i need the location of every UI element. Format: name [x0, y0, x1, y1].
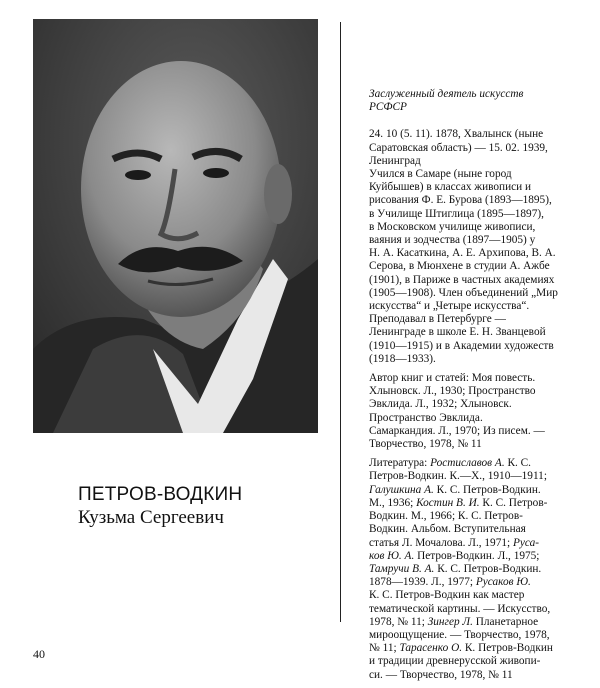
bio-line: (1910—1915) и в Академии художеств — [369, 339, 554, 352]
bio-line: (1918—1933). — [369, 352, 436, 365]
portrait-photo — [33, 19, 318, 433]
literature-line — [369, 616, 581, 629]
literature-text: си. — Творчество, 1978, № 11 — [369, 668, 513, 681]
page-number: 40 — [33, 647, 45, 661]
bio-line: искусства“ и „Четыре искусства“. — [369, 300, 530, 313]
literature-line — [369, 589, 581, 602]
literature-author: Русаков Ю. — [475, 576, 531, 589]
bio-line: Преподавал в Петербурге — — [369, 313, 506, 326]
literature-text: Литература: — [369, 457, 431, 470]
literature-text: статья Л. Мочалова. Л., 1971; — [369, 536, 513, 549]
literature-text: К. Петров-Водкин — [462, 642, 553, 655]
literature-author: Ростиславов А. — [430, 457, 505, 470]
literature-line — [369, 550, 581, 563]
literature-line — [369, 563, 581, 576]
literature-text: 1878—1939. Л., 1977; — [369, 576, 476, 589]
bio-line: Серова, в Мюнхене в студии А. Ажбе — [369, 260, 550, 273]
literature-line — [369, 457, 581, 470]
literature-author: ков Ю. А. — [369, 549, 415, 562]
bio-line: Куйбышев) в классах живописи и — [369, 181, 532, 194]
literature-line — [369, 470, 581, 483]
works-paragraph — [369, 372, 581, 451]
literature-line — [369, 523, 581, 536]
literature-text: К. С. Петров-Водкин как мастер — [369, 589, 525, 602]
literature-text: К. С. Петров-Водкин. — [434, 562, 542, 575]
literature-text: К. С. Петров- — [479, 496, 548, 509]
artist-surname: ПЕТРОВ-ВОДКИН — [78, 484, 243, 505]
literature-text: Водкин. Альбом. Вступительная — [369, 523, 526, 536]
literature-author: Костин В. И. — [416, 496, 480, 509]
literature-line — [369, 655, 581, 668]
bio-line: Саратовская область) — 15. 02. 1939, — [369, 141, 548, 154]
bio-line: рисования Ф. Е. Бурова (1893—1895), — [369, 194, 552, 207]
works-line: Хлыновск. Л., 1930; Пространство — [369, 385, 536, 398]
bio-line: Ленинграде в школе Е. Н. Званцевой — [369, 326, 546, 339]
works-line: Творчество, 1978, № 11 — [369, 438, 482, 451]
literature-text: Водкин. М., 1966; К. С. Петров- — [369, 510, 523, 523]
literature-text: тематической картины. — Искусство, — [369, 602, 551, 615]
title-line: Заслуженный деятель искусств — [369, 88, 524, 100]
literature-author: Тамручи В. А. — [369, 562, 435, 575]
works-line: Самаркандия. Л., 1970; Из писем. — — [369, 424, 545, 437]
literature-line — [369, 510, 581, 523]
honorary-title — [369, 88, 581, 114]
literature-text: и традиции древнерусской живопи- — [369, 655, 541, 668]
bio-line: ваяния и зодчества (1897—1905) у — [369, 234, 536, 247]
portrait-illustration — [33, 19, 318, 433]
works-line: Эвклида. Л., 1932; Хлыновск. — [369, 398, 512, 411]
literature-author: Руса- — [512, 536, 540, 549]
biography-column — [369, 88, 581, 688]
literature-line — [369, 484, 581, 497]
bio-line: в Училище Штиглица (1895—1897), — [369, 207, 544, 220]
literature-text: К. С. — [504, 457, 532, 470]
literature-author: Галушкина А. — [369, 483, 434, 496]
literature-line — [369, 497, 581, 510]
bio-line: в Московском училище живописи, — [369, 220, 536, 233]
literature-paragraph — [369, 457, 581, 681]
literature-text: № 11; — [369, 642, 400, 655]
literature-text: мироощущение. — Творчество, 1978, — [369, 628, 550, 641]
literature-author: Тарасенко О. — [399, 642, 463, 655]
bio-line: (1901), в Париже в частных академиях — [369, 273, 555, 286]
works-line: Пространство Эвклида. — [369, 411, 483, 424]
works-line: Автор книг и статей: Моя повесть. — [369, 372, 536, 385]
literature-text: Планетарное — [472, 615, 539, 628]
literature-line — [369, 603, 581, 616]
bio-line: 24. 10 (5. 11). 1878, Хвалынск (ныне — [369, 128, 544, 141]
literature-text: К. С. Петров-Водкин. — [433, 483, 541, 496]
artist-name-block — [78, 484, 242, 530]
artist-given-name: Кузьма Сергеевич — [78, 507, 224, 528]
literature-line — [369, 537, 581, 550]
bio-line: Учился в Самаре (ныне город — [369, 168, 512, 181]
literature-text: Петров-Водкин. К.—Х., 1910—1911; — [369, 470, 547, 483]
literature-author: Зингер Л. — [427, 615, 473, 628]
column-divider — [340, 22, 341, 622]
literature-line — [369, 576, 581, 589]
biography-paragraph — [369, 128, 581, 366]
literature-line — [369, 629, 581, 642]
literature-text: М., 1936; — [369, 496, 417, 509]
literature-line — [369, 642, 581, 655]
bio-line: Ленинград — [369, 154, 421, 167]
bio-line: (1905—1908). Член объединений „Мир — [369, 286, 558, 299]
bio-line: Н. А. Касаткина, А. Е. Архипова, В. А. — [369, 247, 556, 260]
literature-text: Петров-Водкин. Л., 1975; — [414, 549, 540, 562]
literature-text: 1978, № 11; — [369, 615, 428, 628]
title-line: РСФСР — [369, 101, 407, 114]
